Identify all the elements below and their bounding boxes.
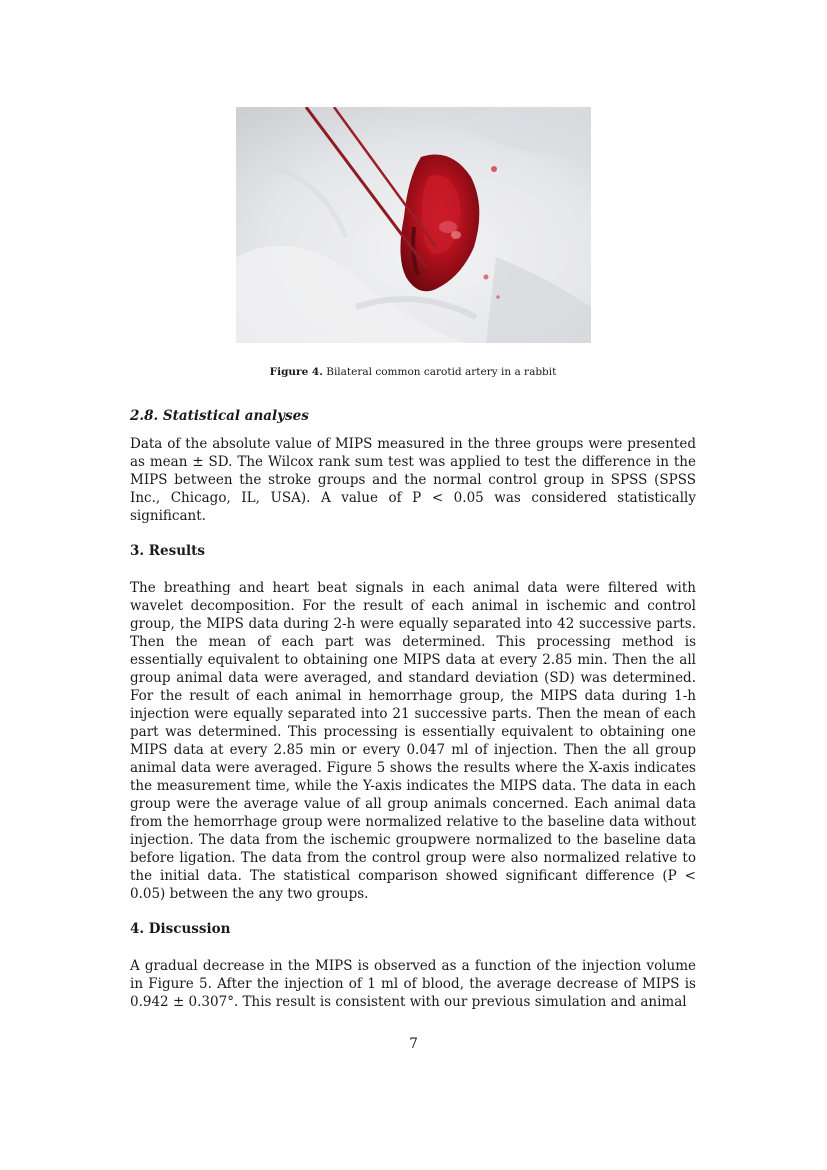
figure-label: Figure 4. [269, 366, 323, 378]
discussion-heading: 4. Discussion [130, 921, 231, 937]
statistics-heading: 2.8. Statistical analyses [130, 408, 309, 424]
discussion-paragraph: A gradual decrease in the MIPS is observed as a function of the injection volume in Figure 5. After the injection of 1 ml of blood, the average decrease of MIPS is 0.942 ± 0.307°. This result is consistent with our previous simulation and animal [130, 958, 696, 1010]
page-number: 7 [409, 1036, 418, 1052]
results-paragraph: The breathing and heart beat signals in each animal data were filtered with wavelet decomposition. For the result of each animal in ischemic and control group, the MIPS data during 2-h were equally separated into 42 successive parts. Then the mean of each part was determined. This processing method is essentially equivalent to obtaining one MIPS data at every 2.85 min. Then the all group animal data were averaged, and standard deviation (SD) was determined. For the result of each animal in hemorrhage group, the MIPS data during 1-h injection were equally separated into 21 successive parts. Then the mean of each part was determined. This processing is essentially equivalent to obtaining one MIPS data at every 2.85 min or every 0.047 ml of injection. Then the all group animal data were averaged. Figure 5 shows the results where the X-axis indicates the measurement time, while the Y-axis indicates the MIPS data. The data in each group were the average value of all group animals concerned. Each animal data from the hemorrhage group were normalized relative to the baseline data without injection. The data from the ischemic groupwere normalized to the baseline data before ligation. The data from the control group were also normalized relative to the initial data. The statistical comparison showed significant difference (P < 0.05) between the any two groups. [130, 580, 696, 902]
figure-caption-text: Bilateral common carotid artery in a rabbit [326, 366, 557, 378]
figure-4-photo [236, 107, 591, 343]
rabbit-carotid-photo-image [236, 107, 591, 343]
figure-caption [130, 366, 696, 378]
statistics-paragraph: Data of the absolute value of MIPS measured in the three groups were presented as mean ± SD. The Wilcox rank sum test was applied to test the difference in the MIPS between the stroke groups and the normal control group in SPSS (SPSS Inc., Chicago, IL, USA). A value of P < 0.05 was considered statistically significant. [130, 436, 696, 524]
results-heading: 3. Results [130, 543, 205, 559]
